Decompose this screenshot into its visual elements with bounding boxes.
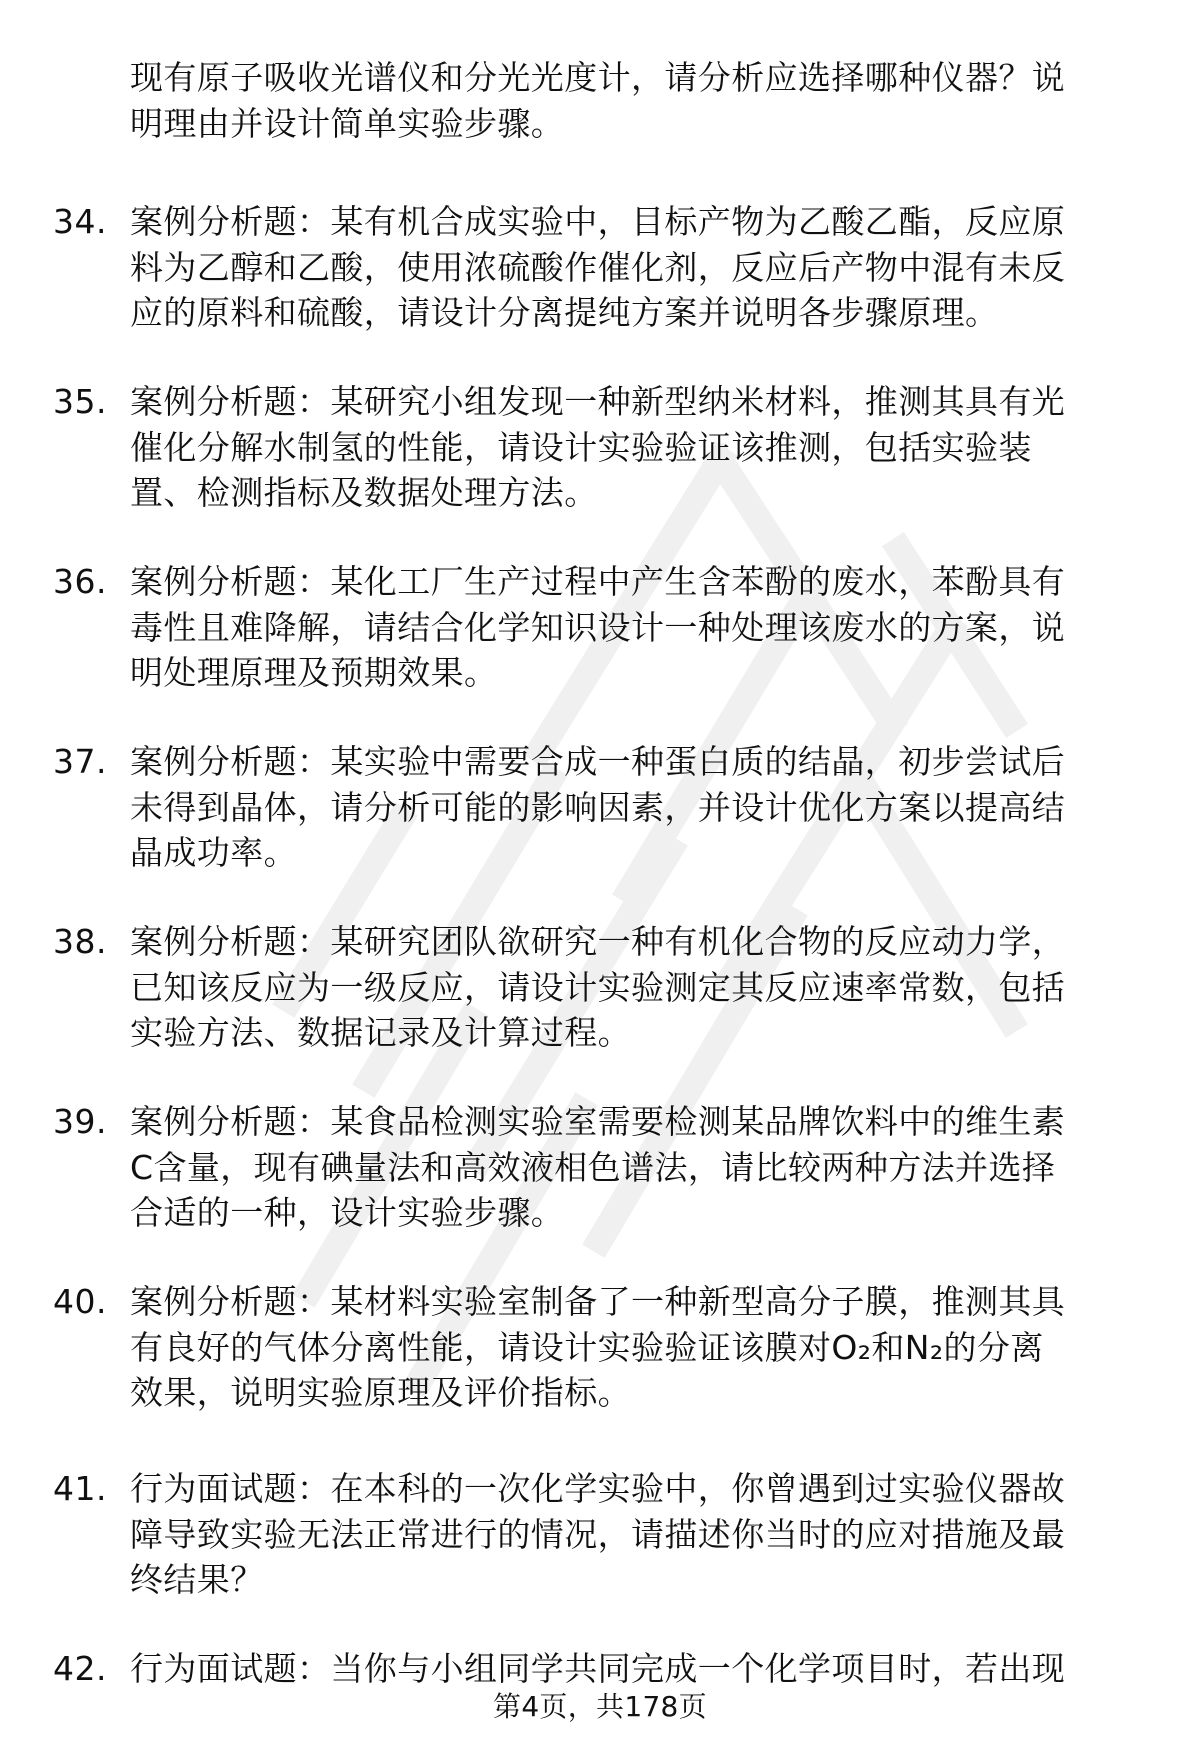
question-text-line: 终结果？	[130, 1560, 264, 1599]
question-text-line: 应的原料和硫酸，请设计分离提纯方案并说明各步骤原理。	[130, 293, 999, 332]
question-text-line: 现有原子吸收光谱仪和分光光度计，请分析应选择哪种仪器？说	[130, 58, 1066, 97]
question-text-line: 置、检测指标及数据处理方法。	[130, 473, 598, 512]
question-text-line: 晶成功率。	[130, 833, 297, 872]
question-text-line: 案例分析题：某有机合成实验中，目标产物为乙酸乙酯，反应原	[130, 202, 1066, 241]
question-text-line: 实验方法、数据记录及计算过程。	[130, 1013, 631, 1052]
question-text-line: 案例分析题：某研究团队欲研究一种有机化合物的反应动力学，	[130, 922, 1066, 961]
question-number: 39.	[53, 1102, 107, 1141]
question-text-line: 案例分析题：某材料实验室制备了一种新型高分子膜，推测其具	[130, 1282, 1066, 1321]
question-text-line: 已知该反应为一级反应，请设计实验测定其反应速率常数，包括	[130, 967, 1066, 1007]
question-text-line: C含量，现有碘量法和高效液相色谱法，请比较两种方法并选择	[130, 1147, 1056, 1187]
question-number: 36.	[53, 562, 107, 601]
page-number-footer: 第4页，共178页	[493, 1690, 707, 1723]
question-text-line: 案例分析题：某实验中需要合成一种蛋白质的结晶，初步尝试后	[130, 742, 1066, 781]
question-text-line: 案例分析题：某食品检测实验室需要检测某品牌饮料中的维生素	[130, 1102, 1066, 1141]
question-number: 40.	[53, 1282, 107, 1321]
question-text-line: 明处理原理及预期效果。	[130, 653, 498, 692]
question-text-line: 行为面试题：当你与小组同学共同完成一个化学项目时，若出现	[130, 1649, 1066, 1688]
question-text-line: 催化分解水制氢的性能，请设计实验验证该推测，包括实验装	[130, 427, 1032, 467]
question-number: 41.	[53, 1469, 107, 1508]
question-text-line: 未得到晶体，请分析可能的影响因素，并设计优化方案以提高结	[130, 787, 1066, 827]
question-text-line: 有良好的气体分离性能，请设计实验验证该膜对O₂和N₂的分离	[130, 1327, 1044, 1367]
question-text-line: 案例分析题：某研究小组发现一种新型纳米材料，推测其具有光	[130, 382, 1066, 421]
question-number: 38.	[53, 922, 107, 961]
question-number: 34.	[53, 202, 107, 241]
question-number: 35.	[53, 382, 107, 421]
question-text-line: 合适的一种，设计实验步骤。	[130, 1193, 565, 1232]
question-text-line: 毒性且难降解，请结合化学知识设计一种处理该废水的方案，说	[130, 607, 1066, 647]
question-text-line: 明理由并设计简单实验步骤。	[130, 104, 565, 143]
question-number: 37.	[53, 742, 107, 781]
question-text-line: 行为面试题：在本科的一次化学实验中，你曾遇到过实验仪器故	[130, 1469, 1066, 1508]
question-text-line: 障导致实验无法正常进行的情况，请描述你当时的应对措施及最	[130, 1514, 1066, 1554]
question-text-line: 案例分析题：某化工厂生产过程中产生含苯酚的废水，苯酚具有	[130, 562, 1066, 601]
question-text-line: 效果，说明实验原理及评价指标。	[130, 1373, 631, 1412]
question-number: 42.	[53, 1649, 107, 1688]
question-text-line: 料为乙醇和乙酸，使用浓硫酸作催化剂，反应后产物中混有未反	[130, 247, 1066, 287]
